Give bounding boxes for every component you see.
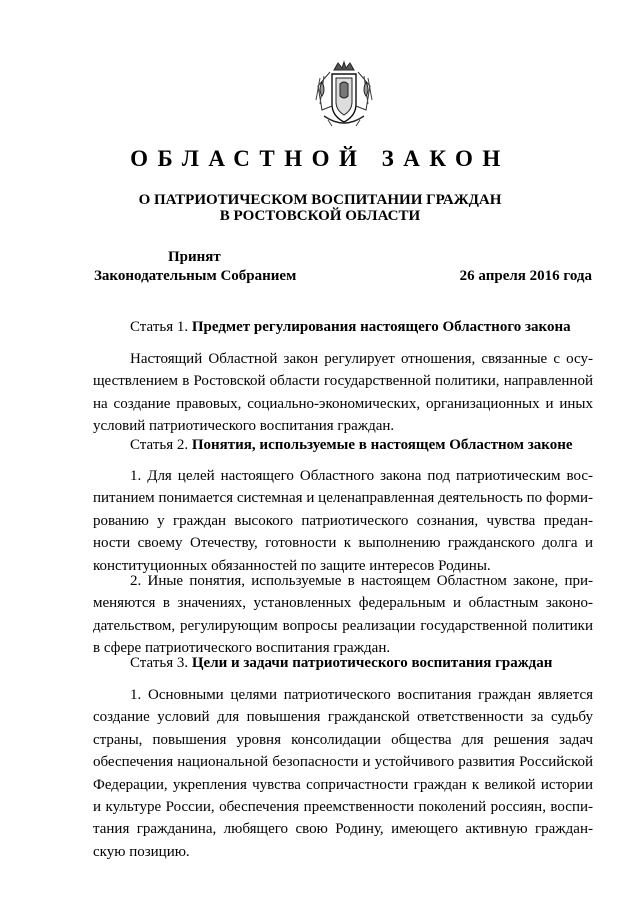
paragraph-line: 1. Основными целями патриотического воспитания граждан является	[130, 687, 593, 703]
paragraph-line: страны, повышения уровня консолидации общества для решения задач	[93, 731, 593, 748]
adopted-date: 26 апреля 2016 года	[459, 268, 592, 284]
article-heading	[130, 655, 552, 672]
paragraph-line: условий патриотического воспитания граждан.	[93, 418, 395, 435]
article-number: Статья 2.	[130, 437, 192, 453]
paragraph-line: ществлением в Ростовской области государственной политики, направленной	[93, 373, 593, 390]
paragraph-line: 2. Иные понятия, используемые в настоящем Областном законе, при-	[130, 573, 593, 589]
paragraph-line: конституционных обязанностей по защите интересов Родины.	[93, 557, 491, 574]
article-number: Статья 1.	[130, 319, 192, 335]
paragraph-line: в сфере патриотического воспитания граждан.	[93, 640, 391, 657]
adopted-label: Принят	[168, 249, 221, 265]
article-title: Цели и задачи патриотического воспитания граждан	[191, 655, 553, 671]
paragraph-line: 1. Для целей настоящего Областного закона под патриотическим вос-	[130, 468, 593, 484]
paragraph-line: создание условий для повышения гражданской ответственности за судьбу	[93, 709, 593, 726]
article-paragraph	[93, 570, 593, 660]
document-subtitle	[0, 192, 640, 224]
paragraph-line: на создание правовых, социально-экономических, организационных и иных	[93, 395, 593, 412]
paragraph-line: питанием понимается системная и целенаправленная деятельность по форми-	[93, 490, 593, 507]
article-heading	[130, 319, 571, 336]
article-heading	[130, 437, 573, 454]
paragraph-line: Настоящий Областной закон регулирует отношения, связанные с осу-	[130, 351, 593, 367]
article-paragraph	[93, 465, 593, 577]
paragraph-line: ности своему Отечеству, готовности к выполнению гражданского долга и	[93, 535, 593, 552]
article-title: Предмет регулирования настоящего Областного закона	[191, 319, 571, 335]
article-paragraph	[93, 684, 593, 863]
article-title: Понятия, используемые в настоящем Областном законе	[191, 437, 573, 453]
article-paragraph	[93, 348, 593, 438]
coat-of-arms-icon	[312, 60, 376, 132]
document-title: ОБЛАСТНОЙ ЗАКОН	[130, 146, 510, 171]
paragraph-line: и культуре России, обеспечения преемственности поколений россиян, воспи-	[93, 798, 593, 815]
paragraph-line: обеспечения национальной безопасности и устойчивого развития Российской	[93, 754, 593, 771]
paragraph-line: рованию у граждан высокого патриотического сознания, чувства предан-	[93, 512, 593, 529]
paragraph-line: меняются в значениях, установленных федеральным и областным законо-	[93, 595, 593, 612]
adopted-by: Законодательным Собранием	[94, 268, 297, 284]
article-number: Статья 3.	[130, 655, 192, 671]
subtitle-line: В РОСТОВСКОЙ ОБЛАСТИ	[219, 208, 421, 224]
paragraph-line: скую позицию.	[93, 843, 190, 860]
paragraph-line: тания гражданина, любящего свою Родину, имеющего активную граждан-	[93, 821, 593, 838]
paragraph-line: дательством, регулирующим вопросы реализации государственной политики	[93, 617, 593, 634]
subtitle-line: О ПАТРИОТИЧЕСКОМ ВОСПИТАНИИ ГРАЖДАН	[138, 192, 502, 208]
paragraph-line: Федерации, укрепления чувства сопричастности граждан к великой истории	[93, 776, 593, 793]
